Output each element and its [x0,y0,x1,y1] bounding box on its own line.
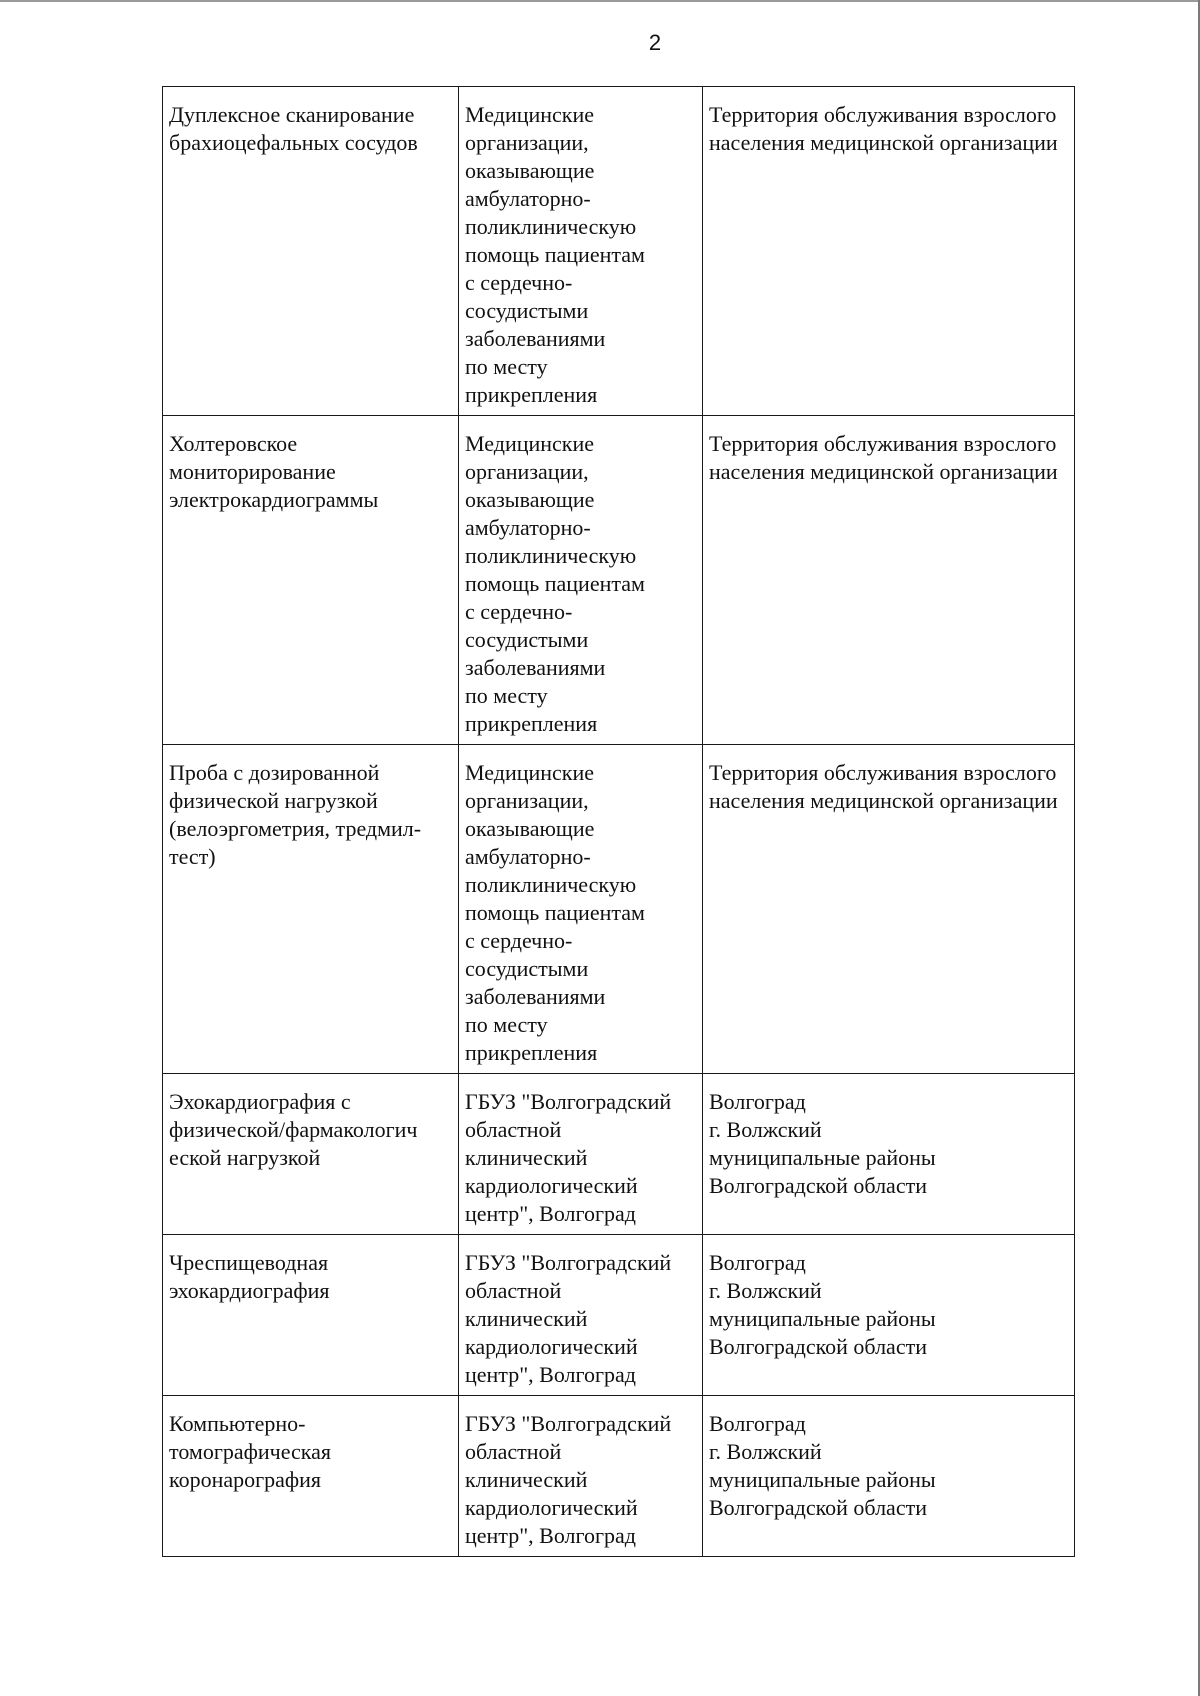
organization-cell: ГБУЗ "Волгоградский областной клинический кардиологический центр", Волгоград [459,1074,703,1235]
table-row [163,87,1075,416]
service-cell: Холтеровское мониторирование электрокардиограммы [163,416,459,745]
service-cell: Проба с дозированной физической нагрузкой (велоэргометрия, тредмил- тест) [163,745,459,1074]
services-table [162,86,1075,1557]
territory-cell: Волгоград г. Волжский муниципальные районы Волгоградской области [703,1235,1075,1396]
table-row [163,416,1075,745]
organization-cell: ГБУЗ "Волгоградский областной клинический кардиологический центр", Волгоград [459,1396,703,1557]
organization-cell: Медицинские организации, оказывающие амбулаторно- поликлиническую помощь пациентам с сердечно- сосудистыми заболеваниями по месту прикрепления [459,745,703,1074]
table-row [163,1074,1075,1235]
territory-cell: Волгоград г. Волжский муниципальные районы Волгоградской области [703,1396,1075,1557]
table-row [163,1396,1075,1557]
page-number: 2 [648,30,662,55]
service-cell: Эхокардиография с физической/фармакологич еской нагрузкой [163,1074,459,1235]
organization-cell: Медицинские организации, оказывающие амбулаторно- поликлиническую помощь пациентам с сердечно- сосудистыми заболеваниями по месту прикрепления [459,87,703,416]
service-cell: Дуплексное сканирование брахиоцефальных сосудов [163,87,459,416]
territory-cell: Территория обслуживания взрослого населения медицинской организации [703,745,1075,1074]
organization-cell: ГБУЗ "Волгоградский областной клинический кардиологический центр", Волгоград [459,1235,703,1396]
organization-cell: Медицинские организации, оказывающие амбулаторно- поликлиническую помощь пациентам с сердечно- сосудистыми заболеваниями по месту прикрепления [459,416,703,745]
service-cell: Чреспищеводная эхокардиография [163,1235,459,1396]
page-edge-top [0,0,1200,2]
territory-cell: Волгоград г. Волжский муниципальные районы Волгоградской области [703,1074,1075,1235]
territory-cell: Территория обслуживания взрослого населения медицинской организации [703,87,1075,416]
table-row [163,745,1075,1074]
territory-cell: Территория обслуживания взрослого населения медицинской организации [703,416,1075,745]
service-cell: Компьютерно- томографическая коронарография [163,1396,459,1557]
table-row [163,1235,1075,1396]
